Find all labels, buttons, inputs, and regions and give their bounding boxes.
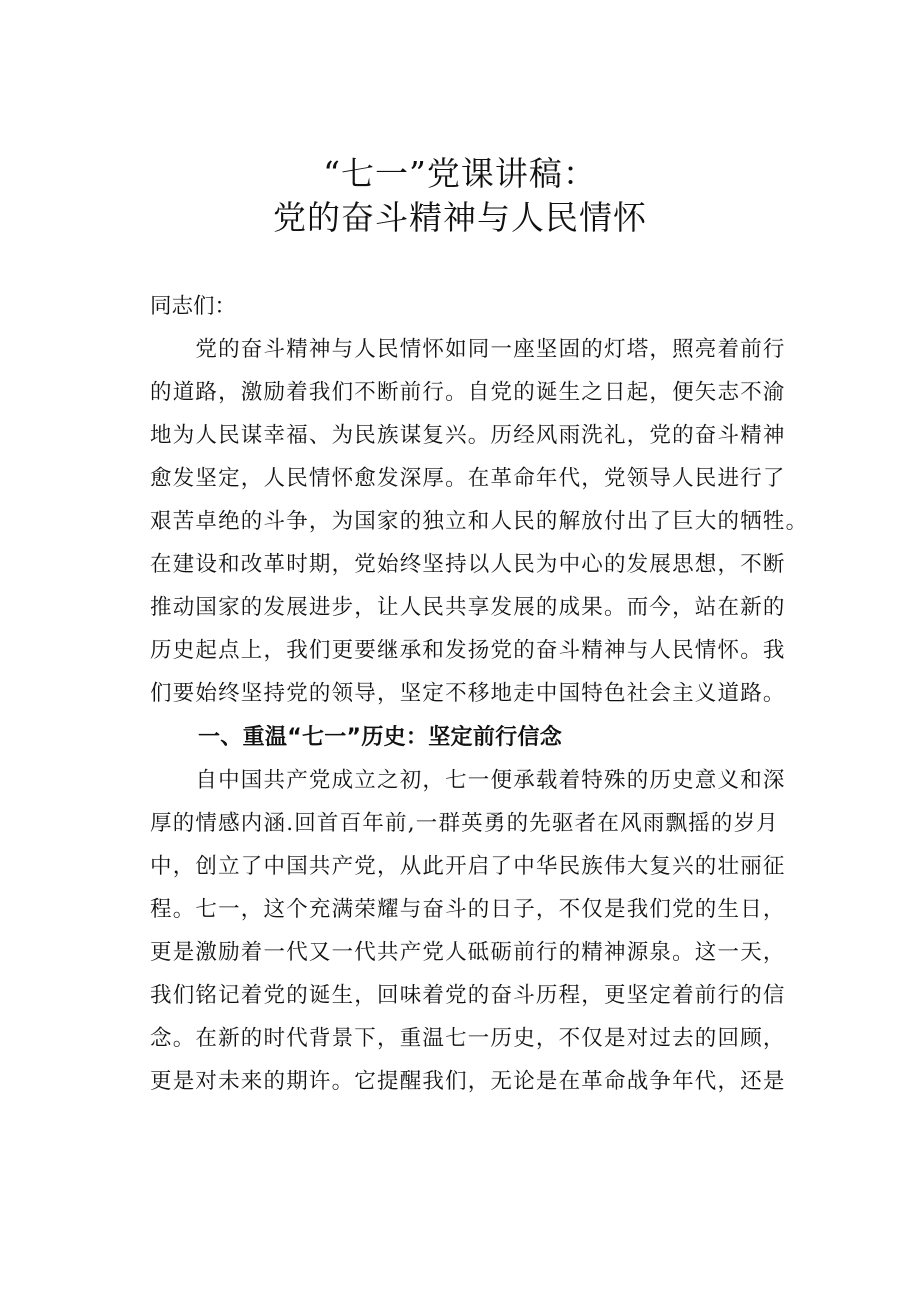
paragraph-2-line: 更是对未来的期许。它提醒我们，无论是在革命战争年代，还是 [150,1069,786,1094]
paragraph-1-line: 地为人民谋幸福、为民族谋复兴。历经风雨洗礼，党的奋斗精神 [150,423,786,448]
paragraph-1-line: 历史起点上，我们更要继承和发扬党的奋斗精神与人民情怀。我 [150,638,786,663]
greeting: 同志们： [150,294,237,319]
paragraph-1-line: 的道路，激励着我们不断前行。自党的诞生之日起，便矢志不渝 [150,380,786,405]
paragraph-1-line: 推动国家的发展进步，让人民共享发展的成果。而今，站在新的 [150,595,786,620]
paragraph-2-line: 程。七一，这个充满荣耀与奋斗的日子，不仅是我们党的生日， [150,897,786,922]
document-title-line1: “七一”党课讲稿： [323,154,597,193]
paragraph-2-line: 自中国共产党成立之初，七一便承载着特殊的历史意义和深 [150,768,786,793]
paragraph-2-line: 厚的情感内涵.回首百年前,一群英勇的先驱者在风雨飘摇的岁月 [150,811,779,836]
paragraph-2-line: 念。在新的时代背景下，重温七一历史，不仅是对过去的回顾， [150,1026,786,1051]
paragraph-1-line: 党的奋斗精神与人民情怀如同一座坚固的灯塔，照亮着前行 [150,337,786,362]
paragraph-1-line: 艰苦卓绝的斗争，为国家的独立和人民的解放付出了巨大的牺牲。 [150,509,809,534]
section-heading: 一、重温“七一”历史：坚定前行信念 [198,725,563,750]
paragraph-1-line: 在建设和改革时期，党始终坚持以人民为中心的发展思想，不断 [150,552,786,577]
paragraph-2-line: 我们铭记着党的诞生，回味着党的奋斗历程，更坚定着前行的信 [150,983,786,1008]
paragraph-2-line: 更是激励着一代又一代共产党人砥砺前行的精神源泉。这一天， [150,940,786,965]
document-title-line2: 党的奋斗精神与人民情怀 [273,198,647,237]
paragraph-1-line: 们要始终坚持党的领导，坚定不移地走中国特色社会主义道路。 [150,681,786,706]
paragraph-2-line: 中，创立了中国共产党，从此开启了中华民族伟大复兴的壮丽征 [150,854,786,879]
paragraph-1-line: 愈发坚定，人民情怀愈发深厚。在革命年代，党领导人民进行了 [150,466,786,491]
